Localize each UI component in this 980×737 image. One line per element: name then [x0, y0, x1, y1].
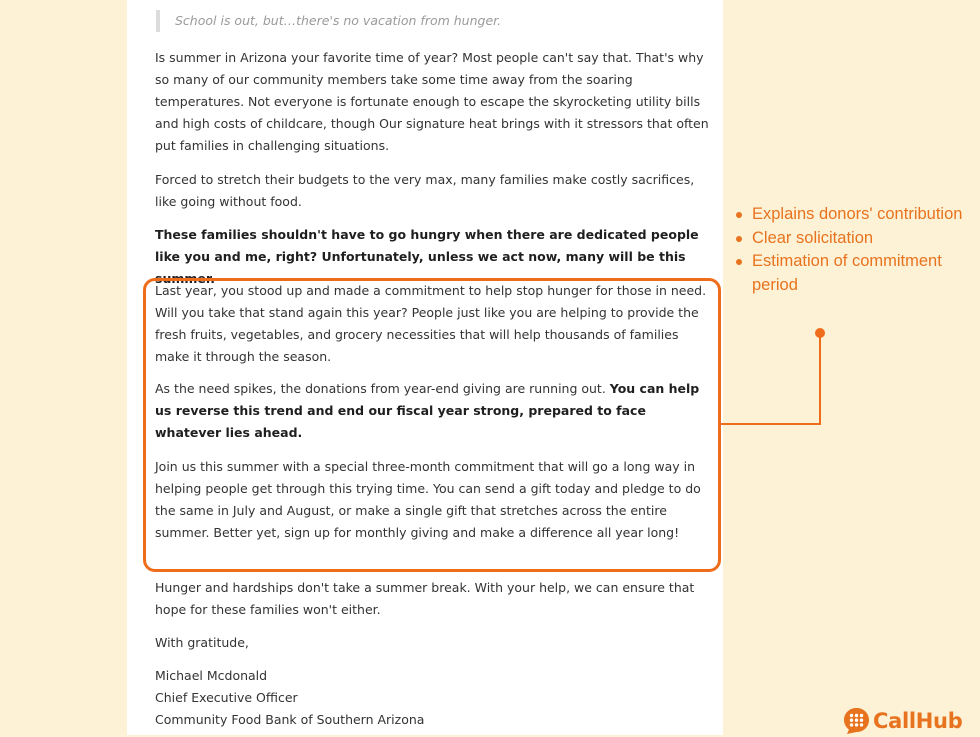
letter-paragraph-5-plain: As the need spikes, the donations from year-end giving are running out.	[155, 381, 610, 396]
signer-name: Michael Mcdonald	[155, 668, 268, 683]
letter-paragraph-1: Is summer in Arizona your favorite time of year? Most people can't say that. That's why so many of our community members take some time away from the soaring temperatures. Not everyone is fortunate enough to escape the skyrocketing utility bills and high costs of childcare, though Our signature heat brings with it stressors that often put families in challenging situations.	[155, 50, 709, 153]
logo-text: CallHub	[873, 709, 963, 733]
highlight-box	[143, 278, 721, 572]
signer-title: Chief Executive Officer	[155, 690, 298, 705]
connector-line-horizontal	[721, 423, 820, 425]
letter-paragraph-3-text: These families shouldn't have to go hungry when there are dedicated people like you and me, right? Unfortunately, unless we act now, many will be this summer.	[155, 227, 699, 286]
signer-organization: Community Food Bank of Southern Arizona	[155, 712, 425, 727]
letter-quote: School is out, but…there's no vacation from hunger.	[156, 10, 676, 32]
annotation-item: Clear solicitation	[736, 227, 976, 251]
annotation-item: Explains donors' contribution	[736, 203, 976, 227]
letter-paragraph-6: Join us this summer with a special three-month commitment that will go a long way in helping people get through this trying time. You can send a gift today and pledge to do the same in July and August, or make a single gift that stretches across the entire summer. Better yet, sign up for monthly giving and make a difference all year long!	[155, 459, 701, 540]
chat-bubble-keypad-icon	[843, 707, 870, 735]
letter-paragraph-7: Hunger and hardships don't take a summer break. With your help, we can ensure that hope for these families won't either.	[155, 580, 695, 617]
connector-dot	[815, 328, 825, 338]
letter-closing: With gratitude,	[155, 635, 249, 650]
connector-line-vertical	[819, 333, 821, 425]
callhub-logo	[843, 705, 962, 737]
letter-paragraph-5-bold: You can help us reverse this trend and end our fiscal year strong, prepared to face whatever lies ahead.	[155, 381, 700, 440]
letter-paragraph-4: Last year, you stood up and made a commitment to help stop hunger for those in need. Will you take that stand again this year? People just like you are helping to provide the fresh fruits, vegetables, and grocery necessities that will help thousands of families make it through the season.	[155, 283, 707, 364]
annotation-list	[736, 203, 976, 297]
annotation-item: Estimation of commitment period	[736, 250, 976, 297]
letter-paragraph-2: Forced to stretch their budgets to the very max, many families make costly sacrifices, like going without food.	[155, 172, 695, 209]
